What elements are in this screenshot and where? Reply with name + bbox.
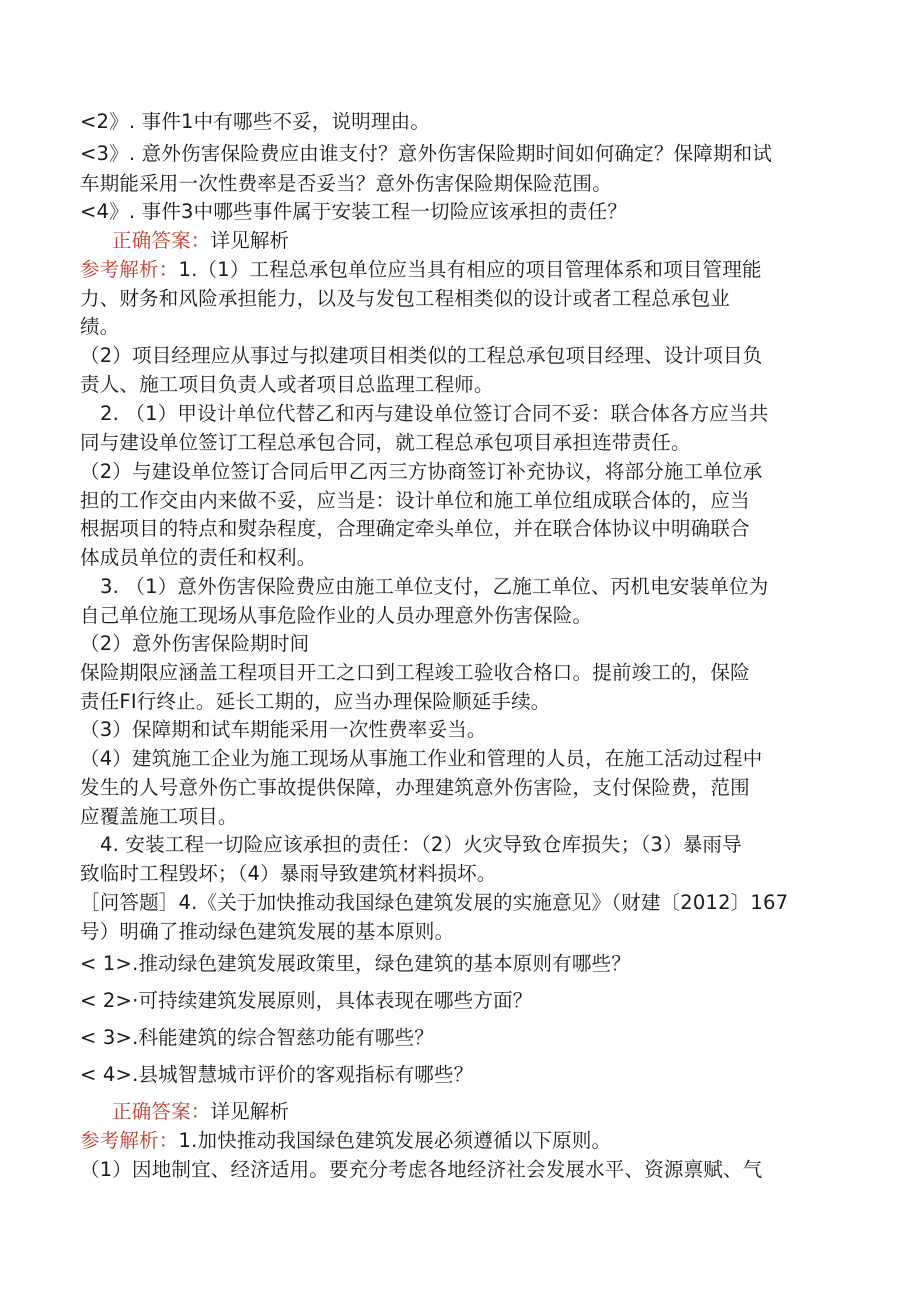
- text-line: （4）建筑施工企业为施工现场从事施工作业和管理的人员，在施工活动过程中: [80, 747, 763, 770]
- text-line: 应覆盖施工项目。: [80, 805, 238, 828]
- question-line: < 3>.科能建筑的综合智慈功能有哪些？: [80, 1026, 434, 1049]
- answer-label: 正确答案：: [112, 1100, 211, 1123]
- answer-label: 正确答案：: [112, 229, 211, 252]
- text-line: 力、财务和风险承担能力，以及与发包工程相类似的设计或者工程总承包业: [80, 287, 731, 310]
- analysis-line: 参考解析：1.（1）工程总承包单位应当具有相应的项目管理体系和项目管理能: [80, 258, 762, 281]
- text-line: 发生的人号意外伤亡事故提供保障，办理建筑意外伤害险，支付保险费，范围: [80, 776, 750, 799]
- question-header-line: ［问答题］4.《关于加快推动我国绿色建筑发展的实施意见》（财建〔2012〕167: [80, 891, 789, 914]
- text-line: 同与建设单位签订工程总承包合同，就工程总承包项目承担连带责任。: [80, 431, 691, 454]
- analysis-line: 参考解析：1.加快推动我国绿色建筑发展必须遵循以下原则。: [80, 1129, 612, 1152]
- analysis-label: 参考解析：: [80, 258, 179, 281]
- text-line: （2）项目经理应从事过与拟建项目相类似的工程总承包项目经理、设计项目负: [80, 344, 763, 367]
- question-line: <4》. 事件3中哪些事件属于安装工程一切险应该承担的责任？: [80, 200, 628, 223]
- text-line: 致临时工程毁坏；（4）暴雨导致建筑材料损坏。: [80, 862, 497, 885]
- text-line: 4. 安装工程一切险应该承担的责任：（2）火灾导致仓库损失；（3）暴雨导: [100, 833, 742, 856]
- question-line: < 4>.县城智慧城市评价的客观指标有哪些？: [80, 1063, 474, 1086]
- question-line: <2》. 事件1中有哪些不妥，说明理由。: [80, 110, 431, 133]
- text-line: 责任FI行终止。延长工期的，应当办理保险顺延手续。: [80, 690, 551, 713]
- text-line: 3. （1）意外伤害保险费应由施工单位支付，乙施工单位、丙机电安装单位为: [100, 575, 769, 598]
- answer-line: 正确答案：详见解析: [112, 229, 290, 252]
- text-line: （3）保障期和试车期能采用一次性费率妥当。: [80, 718, 487, 741]
- text-line: 体成员单位的责任和权利。: [80, 546, 317, 569]
- question-line: <3》. 意外伤害保险费应由谁支付？意外伤害保险期时间如何确定？保障期和试: [80, 142, 773, 165]
- text-line: 号）明确了推动绿色建筑发展的基本原则。: [80, 920, 455, 943]
- text-line: 自己单位施工现场从事危险作业的人员办理意外伤害保险。: [80, 604, 593, 627]
- text-line: 担的工作交由内来做不妥，应当是：设计单位和施工单位组成联合体的，应当: [80, 489, 750, 512]
- text-line: 2. （1）甲设计单位代替乙和丙与建设单位签订合同不妥：联合体各方应当共: [100, 402, 769, 425]
- analysis-label: 参考解析：: [80, 1129, 179, 1152]
- text-line: （2）与建设单位签订合同后甲乙丙三方协商签订补充协议，将部分施工单位承: [80, 460, 763, 483]
- text-line: 绩。: [80, 315, 120, 338]
- text-line: 责人、施工项目负责人或者项目总监理工程师。: [80, 373, 494, 396]
- question-line: < 2>·可持续建筑发展原则，具体表现在哪些方面？: [80, 989, 533, 1012]
- text-line: 保险期限应涵盖工程项目开工之口到工程竣工验收合格口。提前竣工的，保险: [80, 661, 750, 684]
- text-line: （1）因地制宜、经济适用。要充分考虑各地经济社会发展水平、资源禀赋、气: [80, 1158, 763, 1181]
- question-line: < 1>.推动绿色建筑发展政策里，绿色建筑的基本原则有哪些？: [80, 952, 631, 975]
- answer-line: 正确答案：详见解析: [112, 1100, 290, 1123]
- question-line: 车期能采用一次性费率是否妥当？意外伤害保险期保险范围。: [80, 172, 612, 195]
- text-line: （2）意外伤害保险期时间: [80, 632, 310, 655]
- text-line: 根据项目的特点和熨杂程度，合理确定牵头单位，并在联合体协议中明确联合: [80, 517, 750, 540]
